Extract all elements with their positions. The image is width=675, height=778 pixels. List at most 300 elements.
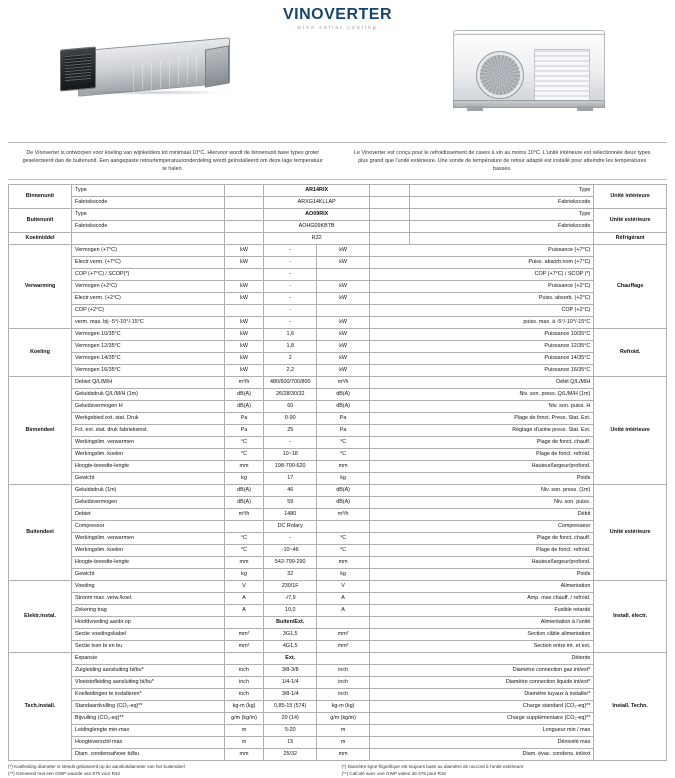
row-unit-mid: kW	[317, 257, 370, 269]
footnote-nl-1: (*) Koelleiding diameter is steeds gebaseerd op de aansluitdiameter van het buitendeel	[8, 764, 185, 770]
row-unit-left: mm²	[224, 641, 264, 653]
table-row	[9, 665, 667, 677]
row-unit-left: °C	[224, 437, 264, 449]
row-unit-left	[224, 521, 264, 533]
row-value: -	[264, 257, 317, 269]
row-label-fr: Puiss. absorb. (+2°C)	[370, 293, 594, 305]
group-label-heating: Verwarming	[9, 245, 72, 329]
row-unit-left: dB(A)	[224, 497, 264, 509]
row-label-nl: Zuigleiding aansluiting bi/bu*	[72, 665, 225, 677]
table-row	[9, 521, 667, 533]
row-unit-mid: kW	[317, 281, 370, 293]
row-unit-mid	[317, 521, 370, 533]
table-row	[9, 653, 667, 665]
row-value: 198-700-620	[264, 461, 317, 473]
table-row	[9, 209, 667, 221]
row-unit-mid	[317, 653, 370, 665]
row-label-fr: Type	[409, 209, 594, 221]
indoor-unit-grill	[65, 54, 91, 82]
row-label-fr: Alimentation	[370, 581, 594, 593]
row-value: AOHG09KBTB	[264, 221, 370, 233]
row-label-nl: Vermogen 12/35°C	[72, 341, 225, 353]
row-unit-left: kg-m (kg)	[224, 701, 264, 713]
group-label-indoor-section-fr: Unité intérieure	[594, 377, 667, 485]
row-unit-mid: °C	[317, 449, 370, 461]
row-unit-mid: mm²	[317, 629, 370, 641]
table-row	[9, 425, 667, 437]
brand-name-part2: VERTER	[324, 6, 393, 23]
row-value: 2,2	[264, 365, 317, 377]
row-label-nl: Gewicht	[72, 473, 225, 485]
row-value: 230/1F	[264, 581, 317, 593]
row-label-fr: puiss. max. à -5°/-10°/-15°C	[370, 317, 594, 329]
row-label-fr: Puissance (+7°C)	[370, 245, 594, 257]
row-unit-mid: kW	[317, 317, 370, 329]
row-value: 26/28/30/32	[264, 389, 317, 401]
outdoor-unit-vents	[534, 49, 590, 101]
table-row	[9, 593, 667, 605]
brand-logo	[8, 6, 667, 31]
footnotes	[8, 764, 667, 778]
row-unit-left	[224, 233, 264, 245]
intro-text-fr: Le Vinoverter est conçu pour le refroidissement de caves à vin au moins 10°C. L'unité intérieure est sélectionnée deux types plus grand que l'unité extérieure. Une sonde de température de retour adapté est installé pour atteindre les températures basses.	[354, 150, 651, 173]
intro-section	[8, 149, 667, 180]
row-label-fr: Dénivelé max	[370, 737, 594, 749]
row-value: -	[264, 533, 317, 545]
row-value: ARXG14KLLAP	[264, 197, 370, 209]
row-unit-left: kW	[224, 353, 264, 365]
row-value: -/7,9	[264, 593, 317, 605]
row-label-fr: Diam. évac. condens. int/ext	[370, 749, 594, 761]
row-unit-left: kW	[224, 317, 264, 329]
row-unit-mid: m	[317, 725, 370, 737]
row-unit-left	[224, 269, 264, 281]
row-label-fr: Hauteur/largeur/profond.	[370, 461, 594, 473]
row-label-fr: Diamètre connection liquide int/ext*	[370, 677, 594, 689]
row-value: -	[264, 269, 317, 281]
row-unit-left: °C	[224, 449, 264, 461]
table-row	[9, 437, 667, 449]
row-unit-mid	[317, 269, 370, 281]
row-value: Buiten/Ext.	[264, 617, 317, 629]
row-unit-mid: mm	[317, 557, 370, 569]
row-value: 542-799-290	[264, 557, 317, 569]
row-value: -	[264, 437, 317, 449]
row-value: 25	[264, 425, 317, 437]
table-row	[9, 257, 667, 269]
row-value: 1480	[264, 509, 317, 521]
row-label-nl	[72, 233, 225, 245]
row-unit-mid: dB(A)	[317, 485, 370, 497]
footnotes-fr	[334, 764, 668, 778]
row-unit-left: mm	[224, 749, 264, 761]
row-unit-left: mm²	[224, 629, 264, 641]
row-label-fr: Puissance 10/35°C	[370, 329, 594, 341]
row-label-nl: Sectie voedingskabel	[72, 629, 225, 641]
row-value: 1,6	[264, 329, 317, 341]
row-value: Ext.	[264, 653, 317, 665]
table-row	[9, 641, 667, 653]
row-value: -	[264, 281, 317, 293]
row-unit-left	[224, 209, 264, 221]
row-label-fr: Puissance 14/35°C	[370, 353, 594, 365]
row-value: 59	[264, 497, 317, 509]
row-label-nl: verm. max. bij -5°/-10°/-15°C	[72, 317, 225, 329]
row-value: 1,8	[264, 341, 317, 353]
row-unit-left: kW	[224, 293, 264, 305]
row-label-fr: Longueur min / max	[370, 725, 594, 737]
indoor-unit-image	[60, 38, 235, 100]
row-label-nl: Electr.verm. (+7°C)	[72, 257, 225, 269]
footnote-fr-1: (*) Diamètre ligne frigorifique est toujours basé au diamètre de raccord à l'unité extérieure	[341, 764, 524, 770]
group-label-outdoor-unit: Buitenunit	[9, 209, 72, 233]
row-value: -	[264, 245, 317, 257]
row-unit-left: dB(A)	[224, 485, 264, 497]
group-label-electrical: Elektr.instal.	[9, 581, 72, 653]
row-label-fr: Section câble alimentation	[370, 629, 594, 641]
row-label-nl: Vermogen 16/35°C	[72, 365, 225, 377]
row-unit-left: m	[224, 737, 264, 749]
table-row	[9, 377, 667, 389]
row-label-fr: Niv. son. puiss.	[370, 497, 594, 509]
row-label-nl: Werkingslim. verwarmen	[72, 533, 225, 545]
row-value: 46	[264, 485, 317, 497]
row-value: 15	[264, 737, 317, 749]
row-unit-mid: V	[317, 581, 370, 593]
row-value: 4G1,5	[264, 641, 317, 653]
row-label-fr: Plage de fonct. refroid.	[370, 449, 594, 461]
indoor-unit-side-panel	[205, 45, 229, 87]
row-label-nl: Vloeistofleiding aansluiting bi/bu*	[72, 677, 225, 689]
row-unit-left: kW	[224, 281, 264, 293]
indoor-unit-shadow	[82, 90, 227, 95]
row-unit-left	[224, 197, 264, 209]
specification-table	[8, 184, 667, 761]
table-row	[9, 413, 667, 425]
row-label-nl: Type	[72, 185, 225, 197]
row-value: -	[264, 317, 317, 329]
row-unit-left: °C	[224, 533, 264, 545]
row-unit-right	[370, 197, 410, 209]
brand-name-part1: VINO	[282, 6, 325, 23]
row-unit-mid: °C	[317, 533, 370, 545]
row-value: DC Rotary	[264, 521, 317, 533]
row-unit-mid: kW	[317, 341, 370, 353]
row-unit-left: dB(A)	[224, 389, 264, 401]
table-row	[9, 581, 667, 593]
group-label-outdoor-section: Buitendeel	[9, 485, 72, 581]
table-row	[9, 449, 667, 461]
row-unit-left: kW	[224, 245, 264, 257]
table-row	[9, 389, 667, 401]
row-unit-mid: dB(A)	[317, 401, 370, 413]
row-label-nl: Werkgebied ext. stat. Druk	[72, 413, 225, 425]
group-label-outdoor-unit-fr: Unité extérieure	[594, 209, 667, 233]
row-unit-left: inch	[224, 677, 264, 689]
row-value: -	[264, 305, 317, 317]
row-unit-mid: dB(A)	[317, 497, 370, 509]
group-label-heating-fr: Chauffage	[594, 245, 667, 329]
row-label-nl: Zekering trag	[72, 605, 225, 617]
row-value: 3G1,5	[264, 629, 317, 641]
row-value: 5-20	[264, 725, 317, 737]
row-label-fr: Charge supplémentaire (CO₂-eq)**	[370, 713, 594, 725]
row-unit-mid: kW	[317, 353, 370, 365]
row-label-fr: COP (+7°C) / SCOP (*)	[370, 269, 594, 281]
row-unit-left	[224, 221, 264, 233]
row-label-nl: COP (+2°C)	[72, 305, 225, 317]
row-unit-mid: m	[317, 737, 370, 749]
row-label-nl: Werkingslim. koelen	[72, 545, 225, 557]
row-label-nl: Debiet	[72, 509, 225, 521]
indoor-unit-body	[78, 37, 230, 96]
row-value: 0-90	[264, 413, 317, 425]
row-label-nl: Hoogte-breedte-lengte	[72, 461, 225, 473]
row-unit-left: kg	[224, 473, 264, 485]
row-unit-mid: °C	[317, 545, 370, 557]
row-label-nl: Werkingslim. verwarmen	[72, 437, 225, 449]
row-label-nl: Werkingslim. koelen	[72, 449, 225, 461]
row-value: -10~46	[264, 545, 317, 557]
row-label-nl: COP (+7°C) / SCOP(*)	[72, 269, 225, 281]
table-row	[9, 749, 667, 761]
table-body	[9, 185, 667, 761]
footnote-fr-2: (**) Calculé avec une GWP valeur de 675 pour R32	[341, 771, 447, 777]
row-label-nl: Hoogte-breedte-lengte	[72, 557, 225, 569]
row-unit-mid: A	[317, 593, 370, 605]
row-value: 25/32	[264, 749, 317, 761]
row-label-nl: Hoogteverschil max	[72, 737, 225, 749]
table-row	[9, 509, 667, 521]
table-row	[9, 497, 667, 509]
row-label-fr: COP (+2°C)	[370, 305, 594, 317]
header	[8, 0, 667, 143]
row-value: 17	[264, 473, 317, 485]
group-label-cooling: Koeling	[9, 329, 72, 377]
row-unit-mid: m³/h	[317, 377, 370, 389]
table-row	[9, 545, 667, 557]
row-unit-mid: kW	[317, 329, 370, 341]
row-value: 10,0	[264, 605, 317, 617]
row-label-nl: Voeding	[72, 581, 225, 593]
group-label-electrical-fr: Install. électr.	[594, 581, 667, 653]
table-row	[9, 629, 667, 641]
row-label-fr: Section entre int. et ext.	[370, 641, 594, 653]
table-row	[9, 569, 667, 581]
row-label-nl: Geluidsvermogen	[72, 497, 225, 509]
row-label-fr: Débit Q/L/M/H	[370, 377, 594, 389]
row-label-nl: Fct. ext. stat. druk fabrieksinst.	[72, 425, 225, 437]
row-unit-left: m³/h	[224, 377, 264, 389]
row-label-nl: Electr.verm. (+2°C)	[72, 293, 225, 305]
row-unit-mid	[317, 617, 370, 629]
row-unit-right	[370, 221, 410, 233]
outdoor-unit-body	[453, 34, 605, 102]
row-value: 480/600/700/800	[264, 377, 317, 389]
group-label-technical: Tech.install.	[9, 653, 72, 761]
row-unit-mid: g/m (kg/m)	[317, 713, 370, 725]
row-unit-left: dB(A)	[224, 401, 264, 413]
row-unit-left	[224, 305, 264, 317]
row-unit-left: kW	[224, 329, 264, 341]
row-unit-mid: kg	[317, 569, 370, 581]
brand-tagline: wine cellar cooling	[297, 25, 378, 31]
fan-icon	[476, 51, 524, 99]
row-label-fr: Niv. son. press. (1m)	[370, 485, 594, 497]
row-label-fr: Charge standard (CO₂-eq)**	[370, 701, 594, 713]
row-label-nl: Expansie	[72, 653, 225, 665]
row-value: 2	[264, 353, 317, 365]
row-unit-left: kW	[224, 257, 264, 269]
table-row	[9, 557, 667, 569]
footnotes-nl	[8, 764, 334, 778]
row-unit-mid: kW	[317, 293, 370, 305]
table-row	[9, 605, 667, 617]
row-label-nl: Geluidsdruk (1m)	[72, 485, 225, 497]
row-value: 32	[264, 569, 317, 581]
row-value: 3/8-3/8	[264, 665, 317, 677]
row-label-nl: Vermogen (+2°C)	[72, 281, 225, 293]
row-unit-left: A	[224, 593, 264, 605]
row-unit-mid: kW	[317, 245, 370, 257]
row-label-nl: Sectie tssn bi en bu	[72, 641, 225, 653]
row-unit-left: mm	[224, 461, 264, 473]
row-value: R32	[264, 233, 370, 245]
table-row	[9, 233, 667, 245]
row-unit-left	[224, 653, 264, 665]
row-label-nl: Vermogen 14/35°C	[72, 353, 225, 365]
table-row	[9, 461, 667, 473]
row-label-fr: Fusible retardé	[370, 605, 594, 617]
table-row	[9, 485, 667, 497]
row-unit-mid: kW	[317, 365, 370, 377]
row-label-fr: Débit	[370, 509, 594, 521]
group-label-cooling-fr: Refroid.	[594, 329, 667, 377]
table-row	[9, 245, 667, 257]
group-label-technical-fr: Install. Techn.	[594, 653, 667, 761]
row-label-fr: Réglage d'usine press. Stat. Ext.	[370, 425, 594, 437]
row-unit-left: Pa	[224, 425, 264, 437]
table-row	[9, 317, 667, 329]
row-label-nl: Geluidsvermogen H	[72, 401, 225, 413]
table-row	[9, 329, 667, 341]
row-unit-mid: kg-m (kg)	[317, 701, 370, 713]
row-label-fr: Amp. max chauff. / refroid.	[370, 593, 594, 605]
row-unit-mid: kg	[317, 473, 370, 485]
row-label-fr: Alimentation à l'unité	[370, 617, 594, 629]
row-unit-left: m	[224, 725, 264, 737]
row-label-fr	[409, 233, 594, 245]
row-value: AR14RIX	[264, 185, 370, 197]
outdoor-unit-foot-left	[467, 106, 483, 111]
row-label-fr: Poids	[370, 569, 594, 581]
row-unit-mid: mm	[317, 461, 370, 473]
row-label-nl: Diam. condensafvoer bi/bu	[72, 749, 225, 761]
group-label-refrigerant: Koelmiddel	[9, 233, 72, 245]
row-label-fr: Puiss. absorb.nom (+7°C)	[370, 257, 594, 269]
outdoor-unit-image	[445, 30, 615, 116]
table-row	[9, 401, 667, 413]
table-row	[9, 533, 667, 545]
row-unit-left: mm	[224, 557, 264, 569]
row-label-fr: Plage de fonct. chauff.	[370, 437, 594, 449]
row-unit-mid: dB(A)	[317, 389, 370, 401]
row-label-nl: Hoofdvoeding aanbr.op	[72, 617, 225, 629]
row-label-fr: Diamètre tuyaux à installer*	[370, 689, 594, 701]
table-row	[9, 617, 667, 629]
table-row	[9, 365, 667, 377]
row-label-nl: Geluidsdruk Q/L/M/H (1m)	[72, 389, 225, 401]
row-label-fr: Niv. son. press. Q/L/M/H (1m)	[370, 389, 594, 401]
row-label-nl: Fabriekscode	[72, 197, 225, 209]
row-unit-left: kW	[224, 365, 264, 377]
row-value: -	[264, 293, 317, 305]
brand-name	[8, 6, 667, 24]
outdoor-unit-foot-right	[577, 106, 593, 111]
row-unit-mid: A	[317, 605, 370, 617]
row-label-fr: Plage de fonct. chauff.	[370, 533, 594, 545]
row-unit-mid: inch	[317, 677, 370, 689]
row-label-nl: Bijvulling (CO₂-eq)**	[72, 713, 225, 725]
row-label-fr: Poids	[370, 473, 594, 485]
table-row	[9, 701, 667, 713]
row-unit-mid: m³/h	[317, 509, 370, 521]
group-label-refrigerant-fr: Réfrigérant	[594, 233, 667, 245]
row-label-fr: Compresseur	[370, 521, 594, 533]
row-value: 0,85-15 (574)	[264, 701, 317, 713]
table-row	[9, 305, 667, 317]
row-unit-left: Pa	[224, 413, 264, 425]
row-unit-left: °C	[224, 545, 264, 557]
table-row	[9, 341, 667, 353]
row-label-fr: Fabriekscode	[409, 221, 594, 233]
row-label-fr: Puissance 12/35°C	[370, 341, 594, 353]
row-label-nl: Koelleidingen te installeren*	[72, 689, 225, 701]
row-unit-right	[370, 233, 410, 245]
row-unit-left: V	[224, 581, 264, 593]
row-label-fr: Niv. son. puiss. H	[370, 401, 594, 413]
table-row	[9, 269, 667, 281]
row-label-fr: Plage de fonct. Press. Stat. Ext.	[370, 413, 594, 425]
row-unit-left: kg	[224, 569, 264, 581]
row-unit-mid	[317, 305, 370, 317]
row-label-fr: Puissance 16/35°C	[370, 365, 594, 377]
row-unit-left: inch	[224, 689, 264, 701]
table-row	[9, 281, 667, 293]
row-unit-right	[370, 209, 410, 221]
row-unit-left: kW	[224, 341, 264, 353]
row-unit-mid: mm	[317, 749, 370, 761]
row-unit-left: inch	[224, 665, 264, 677]
group-label-indoor-unit: Binnenunit	[9, 185, 72, 209]
row-value: 3/8-1/4	[264, 689, 317, 701]
row-label-fr: Puissance (+2°C)	[370, 281, 594, 293]
row-label-fr: Diamètre connection gaz int/ext*	[370, 665, 594, 677]
row-label-nl: Stroom max. verw./koel.	[72, 593, 225, 605]
table-row	[9, 221, 667, 233]
group-label-indoor-section: Binnendeel	[9, 377, 72, 485]
row-unit-left: m³/h	[224, 509, 264, 521]
table-row	[9, 197, 667, 209]
row-label-nl: Leidinglengte min-max	[72, 725, 225, 737]
row-unit-mid: Pa	[317, 413, 370, 425]
row-label-nl: Debiet Q/L/M/H	[72, 377, 225, 389]
row-label-fr: Fabriekscode	[409, 197, 594, 209]
table-row	[9, 677, 667, 689]
table-row	[9, 689, 667, 701]
row-value: 10~18	[264, 449, 317, 461]
row-unit-mid: mm²	[317, 641, 370, 653]
